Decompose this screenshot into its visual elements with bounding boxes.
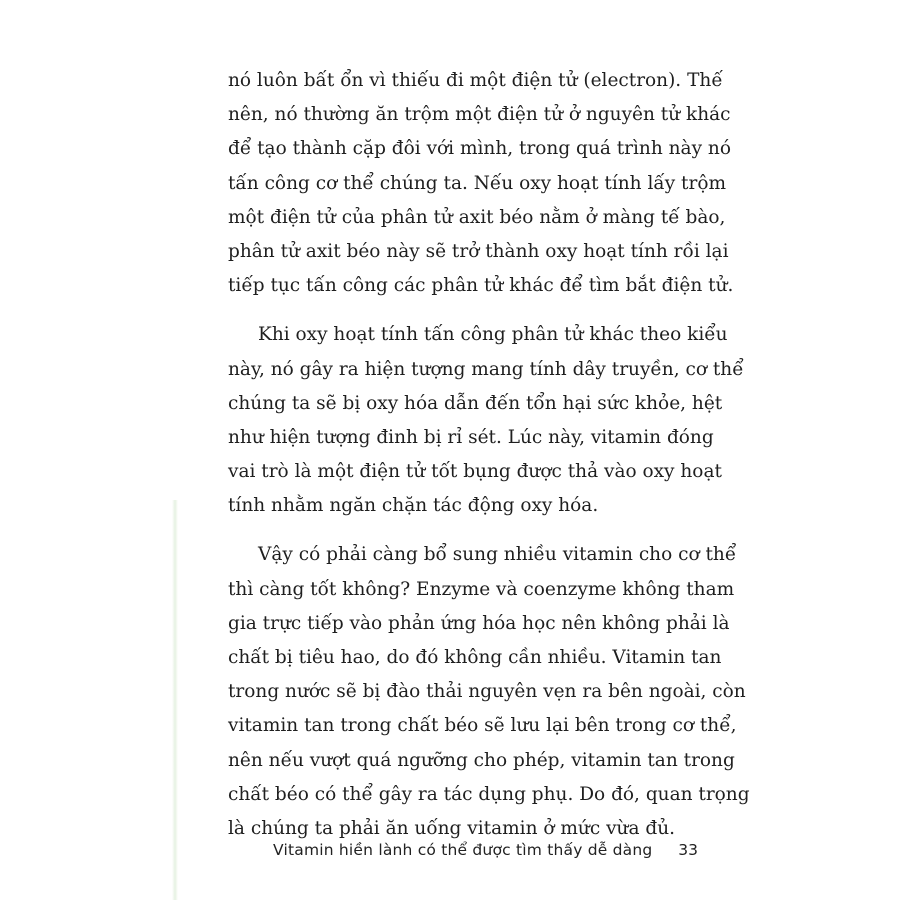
text-line: vitamin tan trong chất béo sẽ lưu lại bên trong cơ thể,: [228, 715, 737, 737]
text-line: tiếp tục tấn công các phân tử khác để tìm bắt điện tử.: [228, 275, 734, 297]
text-line: tính nhằm ngăn chặn tác động oxy hóa.: [228, 495, 599, 517]
page-edge-tint: [172, 500, 178, 900]
text-line: chúng ta sẽ bị oxy hóa dẫn đến tổn hại sức khỏe, hệt: [228, 392, 723, 414]
text-line: là chúng ta phải ăn uống vitamin ở mức vừa đủ.: [228, 817, 675, 839]
text-line: chất bị tiêu hao, do đó không cần nhiều. Vitamin tan: [228, 647, 722, 668]
text-line: như hiện tượng đinh bị rỉ sét. Lúc này, vitamin đóng: [228, 426, 714, 448]
text-line: nên, nó thường ăn trộm một điện tử ở nguyên tử khác: [228, 104, 731, 126]
paragraph-spacer: [228, 523, 698, 538]
paragraph-1: [228, 64, 734, 303]
text-line: tấn công cơ thể chúng ta. Nếu oxy hoạt tính lấy trộm: [228, 172, 727, 194]
body-text: [228, 64, 750, 846]
paragraph-3: [228, 538, 750, 846]
running-title: Vitamin hiền lành có thể được tìm thấy dễ dàng: [273, 841, 653, 859]
text-line: thì càng tốt không? Enzyme và coenzyme không tham: [228, 578, 735, 600]
text-line: vai trò là một điện tử tốt bụng được thả vào oxy hoạt: [228, 461, 722, 483]
page-footer: [273, 841, 698, 859]
text-line: Vậy có phải càng bổ sung nhiều vitamin cho cơ thể: [258, 544, 737, 566]
text-line: chất béo có thể gây ra tác dụng phụ. Do đó, quan trọng: [228, 783, 750, 805]
text-line: Khi oxy hoạt tính tấn công phân tử khác theo kiểu: [258, 324, 728, 346]
text-line: nó luôn bất ổn vì thiếu đi một điện tử (electron). Thế: [228, 70, 723, 91]
text-line: nên nếu vượt quá ngưỡng cho phép, vitamin tan trong: [228, 749, 735, 771]
text-line: trong nước sẽ bị đào thải nguyên vẹn ra bên ngoài, còn: [228, 681, 746, 703]
text-line: một điện tử của phân tử axit béo nằm ở màng tế bào,: [228, 206, 726, 228]
text-line: gia trực tiếp vào phản ứng hóa học nên không phải là: [228, 612, 730, 634]
page-number: 33: [678, 841, 698, 859]
paragraph-spacer: [228, 303, 698, 318]
paragraph-2: [228, 318, 744, 523]
text-line: phân tử axit béo này sẽ trở thành oxy hoạt tính rồi lại: [228, 240, 729, 262]
text-line: này, nó gây ra hiện tượng mang tính dây truyền, cơ thể: [228, 358, 744, 380]
text-line: để tạo thành cặp đôi với mình, trong quá trình này nó: [228, 138, 731, 160]
